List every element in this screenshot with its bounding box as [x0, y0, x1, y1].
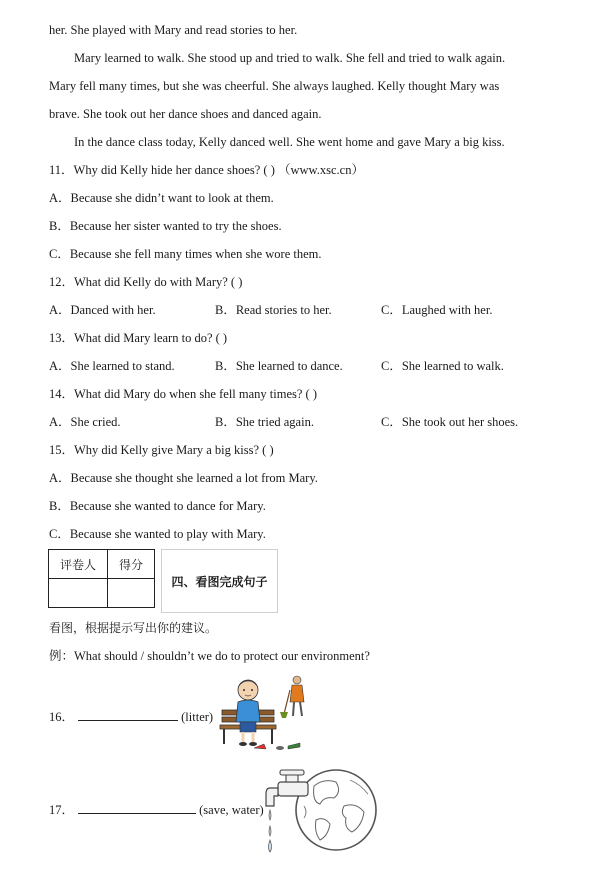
score-table: [48, 549, 155, 608]
score-header: 得分: [108, 550, 155, 579]
question-11-option-a: A．Because she didn’t want to look at them.: [49, 191, 274, 205]
question-11-stem: 11．Why did Kelly hide her dance shoes? ( ) （www.xsc.cn）: [49, 163, 364, 177]
question-17-number: 17．: [49, 803, 75, 817]
question-11-option-c: C．Because she fell many times when she wore them.: [49, 247, 322, 261]
boy-on-bench-litter-picture: [214, 672, 314, 752]
question-17: [49, 801, 264, 818]
question-15-option-a: A．Because she thought she learned a lot from Mary.: [49, 471, 318, 485]
question-13-option-a: A．She learned to stand.: [49, 359, 175, 373]
question-16-number: 16．: [49, 710, 75, 724]
question-14-option-b: B．She tried again.: [215, 415, 314, 429]
tap-and-globe-picture: [264, 766, 380, 854]
question-13-stem: 13．What did Mary learn to do? ( ): [49, 331, 228, 345]
question-11-option-b: B．Because her sister wanted to try the shoes.: [49, 219, 282, 233]
question-12-option-b: B．Read stories to her.: [215, 303, 332, 317]
question-14-option-c: C．She took out her shoes.: [381, 415, 519, 429]
passage-line: In the dance class today, Kelly danced well. She went home and gave Mary a big kiss.: [74, 135, 505, 149]
question-17-answer-blank[interactable]: [78, 801, 196, 814]
question-14-stem: 14．What did Mary do when she fell many times? ( ): [49, 387, 317, 401]
grader-cell[interactable]: [49, 579, 108, 608]
question-16: [49, 708, 213, 725]
passage-line: brave. She took out her dance shoes and danced again.: [49, 107, 322, 121]
question-13-option-b: B．She learned to dance.: [215, 359, 343, 373]
grader-header: 评卷人: [49, 550, 108, 579]
question-16-hint: (litter): [181, 710, 214, 724]
question-17-hint: (save, water): [199, 803, 264, 817]
question-12-option-a: A．Danced with her.: [49, 303, 156, 317]
question-15-option-c: C．Because she wanted to play with Mary.: [49, 527, 266, 541]
passage-line: Mary learned to walk. She stood up and tried to walk. She fell and tried to walk again.: [74, 51, 506, 65]
section-title: 四、看图完成句子: [161, 549, 278, 613]
question-15-stem: 15．Why did Kelly give Mary a big kiss? ( ): [49, 443, 274, 457]
question-12-option-c: C．Laughed with her.: [381, 303, 493, 317]
passage-line: her. She played with Mary and read stories to her.: [49, 23, 298, 37]
question-16-answer-blank[interactable]: [78, 708, 178, 721]
question-13-option-c: C．She learned to walk.: [381, 359, 504, 373]
section-instruction: 看图，根据提示写出你的建议。: [49, 621, 218, 635]
question-14-option-a: A．She cried.: [49, 415, 121, 429]
example-sentence: 例：What should / shouldn’t we do to protect our environment?: [49, 649, 370, 663]
question-12-stem: 12．What did Kelly do with Mary? ( ): [49, 275, 243, 289]
passage-line: Mary fell many times, but she was cheerful. She always laughed. Kelly thought Mary was: [49, 79, 500, 93]
score-cell[interactable]: [108, 579, 155, 608]
question-15-option-b: B．Because she wanted to dance for Mary.: [49, 499, 266, 513]
